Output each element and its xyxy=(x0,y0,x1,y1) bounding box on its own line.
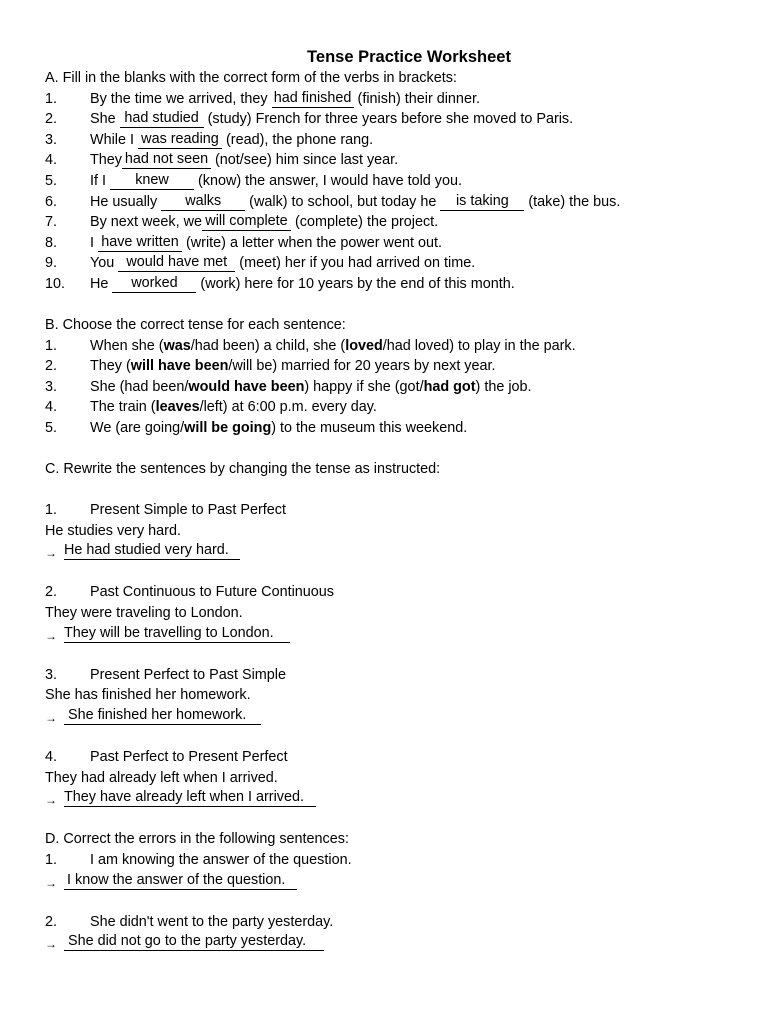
item-text: I xyxy=(90,234,98,251)
list-item xyxy=(45,912,745,933)
item-number: 10. xyxy=(45,275,66,292)
item-number: 7. xyxy=(45,214,58,231)
correct-choice: leaves xyxy=(155,399,200,416)
list-item xyxy=(45,253,745,274)
list-item xyxy=(45,336,745,357)
item-text: You xyxy=(90,255,119,272)
original-sentence: They had already left when I arrived. xyxy=(45,769,278,786)
item-number: 3. xyxy=(45,666,58,683)
item-text: (finish) their dinner. xyxy=(353,90,480,107)
list-item xyxy=(45,150,745,171)
item-text: /had loved) to play in the park. xyxy=(382,337,576,354)
list-item xyxy=(45,418,745,439)
item-number: 2. xyxy=(45,913,58,930)
list-item xyxy=(45,274,745,295)
item-text: (read), the phone rang. xyxy=(221,131,374,148)
rewrite-instruction xyxy=(45,665,745,686)
item-text: She (had been/ xyxy=(90,378,189,395)
item-text: Present Simple to Past Perfect xyxy=(90,502,286,519)
worksheet-page xyxy=(45,46,745,953)
item-number: 6. xyxy=(45,193,58,210)
arrow-icon: → xyxy=(45,793,57,808)
answer-blank: knew xyxy=(110,173,194,190)
arrow-icon: → xyxy=(45,710,57,725)
list-item xyxy=(45,397,745,418)
answer-blank: had finished xyxy=(272,91,354,108)
answer-blank: had studied xyxy=(120,111,204,128)
item-text: ) the job. xyxy=(475,378,532,395)
item-number: 1. xyxy=(45,502,58,519)
item-text: He xyxy=(90,275,113,292)
list-item xyxy=(45,109,745,130)
list-item xyxy=(45,212,745,233)
item-text: They ( xyxy=(90,358,131,375)
list-item xyxy=(45,233,745,254)
arrow-icon: → xyxy=(45,546,57,561)
item-text: Past Continuous to Future Continuous xyxy=(90,584,334,601)
answer-blank: have written xyxy=(98,235,182,252)
item-text: (write) a letter when the power went out. xyxy=(182,234,442,251)
answer-line xyxy=(45,541,745,562)
item-number: 1. xyxy=(45,337,58,354)
item-number: 4. xyxy=(45,152,58,169)
item-text: Present Perfect to Past Simple xyxy=(90,666,286,683)
answer-text: She did not go to the party yesterday. xyxy=(64,934,324,951)
item-text: (complete) the project. xyxy=(290,214,439,231)
item-number: 1. xyxy=(45,90,58,107)
answer-blank: would have met xyxy=(118,255,235,272)
original-sentence: He studies very hard. xyxy=(45,522,181,539)
item-number: 3. xyxy=(45,378,58,395)
answer-line xyxy=(45,624,745,645)
answer-text: They have already left when I arrived. xyxy=(64,790,316,807)
item-text: They xyxy=(90,152,122,169)
list-item xyxy=(45,89,745,110)
answer-line xyxy=(45,706,745,727)
answer-blank: is taking xyxy=(440,194,524,211)
list-item xyxy=(45,356,745,377)
item-text: (take) the bus. xyxy=(524,193,621,210)
list-item xyxy=(45,377,745,398)
list-item xyxy=(45,192,745,213)
correct-choice: will be going xyxy=(184,420,272,436)
item-number: 2. xyxy=(45,584,58,601)
item-text: /will be) married for 20 years by next year. xyxy=(228,358,496,375)
item-text: When she ( xyxy=(90,337,164,354)
list-item xyxy=(45,850,745,871)
answer-line xyxy=(45,871,745,892)
arrow-icon: → xyxy=(45,875,57,890)
answer-line xyxy=(45,788,745,809)
section-b-heading: B. Choose the correct tense for each sentence: xyxy=(45,317,346,334)
section-d-heading: D. Correct the errors in the following sentences: xyxy=(45,831,349,848)
correct-choice: would have been xyxy=(188,378,305,395)
item-number: 4. xyxy=(45,399,58,416)
answer-text: They will be travelling to London. xyxy=(64,626,290,643)
item-number: 5. xyxy=(45,420,58,436)
correct-choice: was xyxy=(163,337,191,354)
rewrite-instruction xyxy=(45,747,745,768)
section-c-heading: C. Rewrite the sentences by changing the tense as instructed: xyxy=(45,461,441,478)
item-text: (walk) to school, but today he xyxy=(245,193,441,210)
item-text: /had been) a child, she ( xyxy=(190,337,346,354)
answer-text: I know the answer of the question. xyxy=(64,873,297,890)
item-text: He usually xyxy=(90,193,162,210)
item-number: 3. xyxy=(45,131,58,148)
item-number: 2. xyxy=(45,358,58,375)
answer-text: She finished her homework. xyxy=(64,708,261,725)
item-text: (work) here for 10 years by the end of this month. xyxy=(196,275,515,292)
item-text: By next week, we xyxy=(90,214,202,231)
answer-blank: walks xyxy=(161,194,245,211)
correct-choice: had got xyxy=(423,378,476,395)
page-title: Tense Practice Worksheet xyxy=(307,48,511,66)
item-text: We (are going/ xyxy=(90,420,185,436)
item-text: ) happy if she (got/ xyxy=(304,378,424,395)
arrow-icon: → xyxy=(45,937,57,952)
item-text: By the time we arrived, they xyxy=(90,90,272,107)
rewrite-instruction xyxy=(45,500,745,521)
arrow-icon: → xyxy=(45,628,57,643)
original-sentence: She has finished her homework. xyxy=(45,687,251,704)
item-text: (not/see) him since last year. xyxy=(211,152,399,169)
item-text: Past Perfect to Present Perfect xyxy=(90,749,288,766)
correct-choice: loved xyxy=(345,337,383,354)
section-a-heading: A. Fill in the blanks with the correct form of the verbs in brackets: xyxy=(45,70,457,86)
answer-blank: will complete xyxy=(202,214,291,231)
item-text: While I xyxy=(90,131,138,148)
item-text: The train ( xyxy=(90,399,156,416)
item-text: If I xyxy=(90,172,110,189)
item-text: (meet) her if you had arrived on time. xyxy=(235,255,476,272)
answer-blank: worked xyxy=(112,276,196,293)
item-text: I am knowing the answer of the question. xyxy=(90,851,352,868)
item-text: (study) French for three years before she moved to Paris. xyxy=(203,111,574,128)
item-text: She didn't went to the party yesterday. xyxy=(90,913,334,930)
answer-blank: was reading xyxy=(138,132,222,149)
original-sentence: They were traveling to London. xyxy=(45,605,243,622)
item-number: 2. xyxy=(45,111,58,128)
item-text: She xyxy=(90,111,120,128)
item-number: 1. xyxy=(45,851,58,868)
rewrite-instruction xyxy=(45,582,745,603)
item-number: 9. xyxy=(45,255,58,272)
answer-line xyxy=(45,932,745,953)
list-item xyxy=(45,171,745,192)
item-text: ) to the museum this weekend. xyxy=(271,420,468,436)
answer-blank: had not seen xyxy=(122,152,211,169)
item-number: 8. xyxy=(45,234,58,251)
correct-choice: will have been xyxy=(130,358,229,375)
answer-text: He had studied very hard. xyxy=(64,543,240,560)
item-text: (know) the answer, I would have told you. xyxy=(194,172,462,189)
item-number: 4. xyxy=(45,749,58,766)
item-number: 5. xyxy=(45,172,58,189)
list-item xyxy=(45,130,745,151)
item-text: /left) at 6:00 p.m. every day. xyxy=(199,399,377,416)
